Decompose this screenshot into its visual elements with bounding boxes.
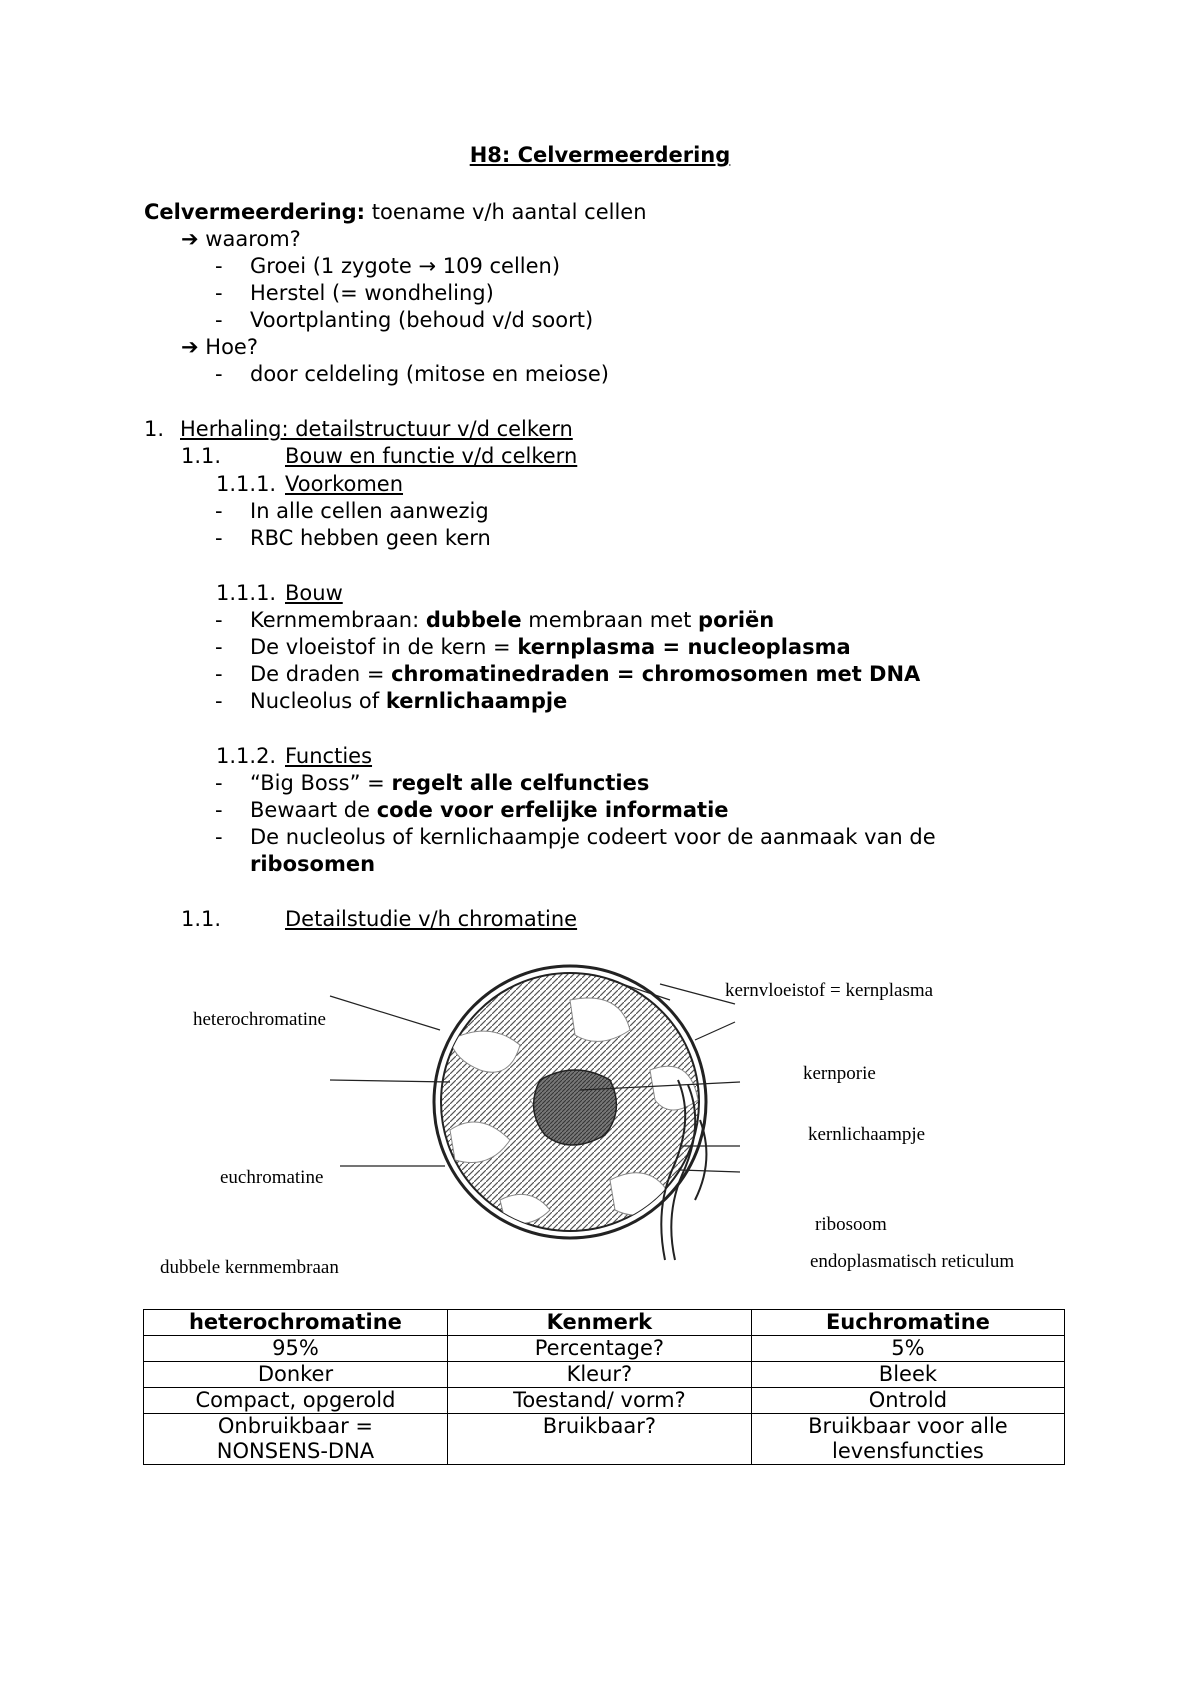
table-row [144,1388,1065,1414]
column-header: Euchromatine [751,1310,1064,1336]
bold-run: code voor erfelijke informatie [376,798,729,822]
list-item: In alle cellen aanwezig [250,499,489,523]
text-run: Bewaart de [250,798,377,822]
bullet: - [215,798,223,822]
list-item [250,688,567,714]
bullet: - [215,362,223,386]
bullet: - [215,689,223,713]
table-cell: Bleek [751,1362,1064,1388]
table-header-row [144,1310,1065,1336]
label-endoplasmatisch-reticulum: endoplasmatisch reticulum [810,1251,1015,1272]
arrow-right-icon: ➔ [181,335,199,359]
bullet: - [215,825,223,849]
bullet: - [215,608,223,632]
text-run: De vloeistof in de kern = [250,635,518,659]
bullet: - [215,281,223,305]
list-item: Herstel (= wondheling) [250,281,494,305]
subsubsection-number: 1.1.1. [216,472,277,496]
text-run: Kernmembraan: [250,608,426,632]
bold-run: chromatinedraden = chromosomen met DNA [391,662,921,686]
why-item-groei: Groei (1 zygote [250,254,412,278]
intro-definition: toename v/h aantal cellen [371,200,647,224]
why-item-cellen: 109 cellen) [442,254,561,278]
comparison-table [143,1309,1065,1465]
page-title: H8: Celvermeerdering [469,143,731,167]
table-cell: Bruikbaar? [447,1414,751,1465]
list-item [250,607,774,633]
text-run: “Big Boss” = [250,771,392,795]
table-cell: Ontrold [751,1388,1064,1414]
list-item: RBC hebben geen kern [250,526,491,550]
bullet: - [215,254,223,278]
bold-run: poriën [698,608,775,632]
intro-term: Celvermeerdering: [144,200,366,224]
list-item: Voortplanting (behoud v/d soort) [250,308,594,332]
subsubsection-heading: Bouw [285,581,343,605]
why-line [181,226,301,252]
bullet: - [215,635,223,659]
table-cell: Kleur? [447,1362,751,1388]
table-cell: Bruikbaar voor alle levensfuncties [751,1414,1064,1465]
table-cell: Toestand/ vorm? [447,1388,751,1414]
subsubsection-heading: Functies [285,744,373,768]
list-item [250,634,851,660]
arrow-right-icon: ➔ [181,227,199,251]
table-row [144,1414,1065,1465]
table-row [144,1336,1065,1362]
subsubsection-heading: Voorkomen [285,472,404,496]
bullet: - [215,499,223,523]
table-cell: 95% [144,1336,448,1362]
column-header: Kenmerk [447,1310,751,1336]
table-cell: Percentage? [447,1336,751,1362]
list-item: door celdeling (mitose en meiose) [250,362,609,386]
label-dubbele-kernmembraan: dubbele kernmembraan [160,1257,339,1278]
list-item [250,661,920,687]
table-cell: Onbruikbaar = NONSENS-DNA [144,1414,448,1465]
text-run: membraan met [521,608,699,632]
bold-run: kernlichaampje [385,689,568,713]
label-heterochromatine: heterochromatine [193,1009,326,1030]
bold-run: dubbele [425,608,522,632]
list-item-continuation: ribosomen [250,852,376,876]
subsubsection-number: 1.1.1. [216,581,277,605]
nucleolus [534,1070,617,1145]
label-ribosoom: ribosoom [815,1214,887,1235]
table-cell: Donker [144,1362,448,1388]
subsection-number: 1.1. [181,444,222,468]
list-item [250,253,560,279]
bold-run: regelt alle celfuncties [391,771,650,795]
label-kernvloeistof: kernvloeistof = kernplasma [725,980,934,1001]
section-heading: Herhaling: detailstructuur v/d celkern [180,417,573,441]
list-item [250,797,729,823]
list-item: De nucleolus of kernlichaampje codeert voor de aanmaak van de [250,825,936,849]
why-label: waarom? [205,227,301,251]
bullet: - [215,662,223,686]
label-kernlichaampje: kernlichaampje [808,1124,926,1145]
how-line [181,334,258,360]
label-kernporie: kernporie [803,1063,876,1084]
nucleus [434,966,706,1238]
subsection-heading: Detailstudie v/h chromatine [285,907,578,931]
bullet: - [215,308,223,332]
subsubsection-number: 1.1.2. [216,744,277,768]
bold-run: kernplasma = nucleoplasma [517,635,851,659]
intro-line [144,199,647,225]
table-cell: 5% [751,1336,1064,1362]
arrow-right-icon: → [418,254,437,278]
subsection-heading: Bouw en functie v/d celkern [285,444,578,468]
column-header: heterochromatine [144,1310,448,1336]
text-run: De draden = [250,662,392,686]
subsection-number: 1.1. [181,907,222,931]
section-number: 1. [144,417,165,441]
bullet: - [215,771,223,795]
label-euchromatine: euchromatine [220,1167,324,1188]
list-item [250,770,649,796]
table-row [144,1362,1065,1388]
table-cell: Compact, opgerold [144,1388,448,1414]
how-label: Hoe? [205,335,259,359]
bullet: - [215,526,223,550]
text-run: Nucleolus of [250,689,386,713]
